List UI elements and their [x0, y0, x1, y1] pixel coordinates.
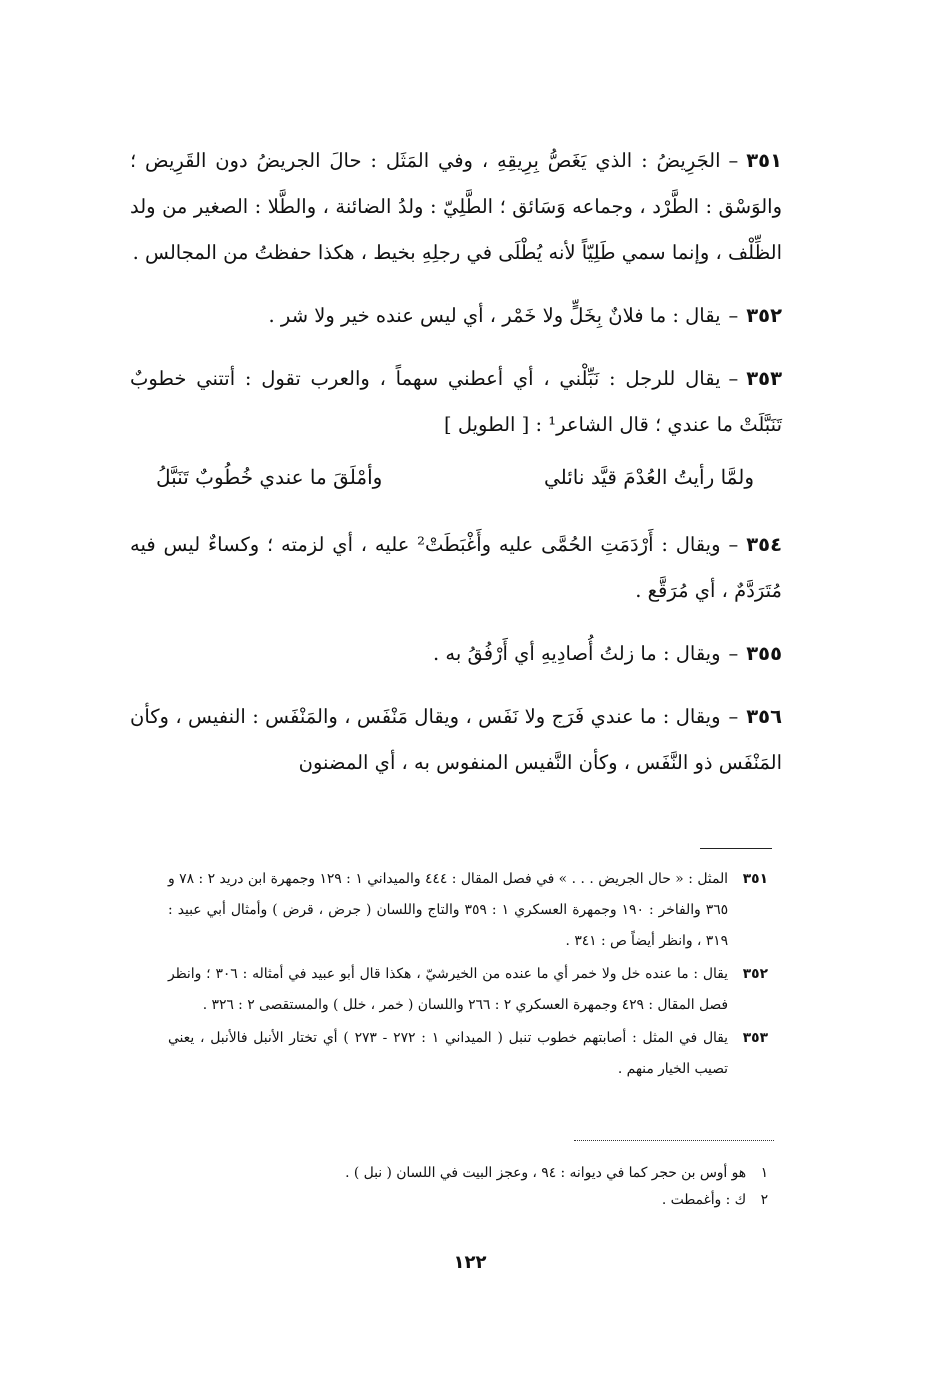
note-number: ٣٥٣	[742, 1030, 768, 1046]
footnote-number: ٢	[760, 1192, 768, 1208]
entry-number: ٣٥٢	[746, 304, 782, 327]
entry-text: يقال : ما فلانٌ بِخَلٍّ ولا خَمْر ، أي ليس عنده خير ولا شر .	[268, 304, 721, 327]
entry-text: ويقال : ما عندي فَرَج ولا نَفَس ، ويقال مَنْفَس ، والمَنْفَس : النفيس ، وكأن المَنْفَس ذو النَّفَس ، وكأن النَّفيس المنفوس به ، أي المضنون	[130, 705, 782, 774]
poetry-verse	[130, 454, 782, 500]
notes-divider	[700, 848, 772, 849]
entry-text: الجَرِيضُ : الذي يَغَصُّ بِرِيقِهِ ، وفي المَثَل : حالَ الجريضُ دون القَرِيض ؛ والوَسْق : الطَّرْد ، وجماعه وَسَائق ؛ الطَّلِيّ : ولدُ الضائنة ، والطَّلا : الصغير من ولد الظِّلْف ، وإنما سمي طَلِيّاً لأنه يُطْلَى في رجلِهِ بخيط ، هكذا حفظتُ من المجالس .	[130, 149, 782, 264]
entry-text: ويقال : أَرْدَمَتِ الحُمَّى عليه وأَغْبَطَتْ² عليه ، أي لزمته ؛ وكساءٌ ليس فيه مُتَرَدَّمٌ ، أي مُرَقَّع .	[130, 533, 782, 602]
footnote-text: ك : وأغمطت .	[661, 1192, 746, 1208]
entry-number: ٣٥١	[746, 149, 782, 172]
entry-356: ٣٥٦–ويقال : ما عندي فَرَج ولا نَفَس ، ويقال مَنْفَس ، والمَنْفَس : النفيس ، وكأن المَنْفَس ذو النَّفَس ، وكأن النَّفيس المنفوس به ، أي المضنون	[130, 705, 782, 774]
footnote-2	[168, 1187, 768, 1214]
footnote-number: ١	[760, 1165, 768, 1181]
verse-second-hemistich: وأمْلَقَ ما عندي خُطُوبٌ تَنَبَّلُ	[156, 465, 383, 489]
note-353	[168, 1023, 768, 1085]
footnote-text: هو أوس بن حجر كما في ديوانه : ٩٤ ، وعجز البيت في اللسان ( نبل ) .	[345, 1165, 746, 1181]
note-text: يقال : ما عنده خل ولا خمر أي ما عنده من الخيرشيّ ، هكذا قال أبو عبيد في أمثاله : ٣٠٦ ؛ وانظر فصل المقال : ٤٢٩ وجمهرة العسكري ٢ : ٢٦٦ واللسان ( خمر ، خلل ) والمستقصى ٢ : ٣٢٦ .	[168, 966, 728, 1013]
footnotes-divider	[574, 1140, 774, 1141]
entry-number: ٣٥٥	[746, 642, 782, 665]
commentary-notes	[168, 864, 768, 1087]
note-number: ٣٥٢	[742, 966, 768, 982]
entry-355: ٣٥٥–ويقال : ما زلتُ أُصادِيهِ أي أَرْفُقُ به .	[433, 642, 782, 665]
entry-351: ٣٥١–الجَرِيضُ : الذي يَغَصُّ بِرِيقِهِ ، وفي المَثَل : حالَ الجريضُ دون القَرِيض ؛ والوَسْق : الطَّرْد ، وجماعه وَسَائق ؛ الطَّلِيّ : ولدُ الضائنة ، والطَّلا : الصغير من ولد الظِّلْف ، وإنما سمي طَلِيّاً لأنه يُطْلَى في رجلِهِ بخيط ، هكذا حفظتُ من المجالس .	[130, 149, 782, 264]
note-number: ٣٥١	[742, 871, 768, 887]
entry-number: ٣٥٤	[746, 533, 782, 556]
entry-number: ٣٥٣	[746, 367, 782, 390]
note-text: يقال في المثل : أصابتهم خطوب تنبل ( الميداني ١ : ٢٧٢ - ٢٧٣ ) أي تختار الأنبل فالأنبل ، يعني تصيب الخيار منهم .	[168, 1030, 729, 1077]
entry-353: ٣٥٣–يقال للرجل : نَبِّلْني ، أي أعطني سهماً ، والعرب تقول : أتتني خطوبٌ تَنَبَّلَتْ ما عندي ؛ قال الشاعر¹ : [ الطويل ]	[130, 367, 782, 436]
main-text	[130, 138, 782, 786]
note-text: المثل : « حال الجريض . . . » في فصل المقال : ٤٤٤ والميداني ١ : ١٢٩ وجمهرة ابن دريد ٢ : ٧٨ و ٣٦٥ والفاخر : ١٩٠ وجمهرة العسكري ١ : ٣٥٩ والتاج واللسان ( جرض ، قرض ) وأمثال أبي عبيد : ٣١٩ ، وانظر أيضاً ص : ٣٤١ .	[168, 871, 729, 949]
entry-354: ٣٥٤–ويقال : أَرْدَمَتِ الحُمَّى عليه وأَغْبَطَتْ² عليه ، أي لزمته ؛ وكساءٌ ليس فيه مُتَرَدَّمٌ ، أي مُرَقَّع .	[130, 533, 782, 602]
note-352	[168, 959, 768, 1021]
entry-text: ويقال : ما زلتُ أُصادِيهِ أي أَرْفُقُ به .	[433, 642, 721, 665]
verse-first-hemistich: ولمَّا رأيتُ العُدْمَ قيَّد نائلي	[543, 465, 754, 489]
footnotes	[168, 1160, 768, 1214]
entry-352: ٣٥٢–يقال : ما فلانٌ بِخَلٍّ ولا خَمْر ، أي ليس عنده خير ولا شر .	[268, 304, 782, 327]
entry-text: يقال للرجل : نَبِّلْني ، أي أعطني سهماً ، والعرب تقول : أتتني خطوبٌ تَنَبَّلَتْ ما عندي ؛ قال الشاعر¹ : [ الطويل ]	[130, 367, 782, 436]
entry-number: ٣٥٦	[746, 705, 782, 728]
footnote-1	[168, 1160, 768, 1187]
note-351	[168, 864, 768, 957]
page-number: ١٢٢	[453, 1252, 487, 1273]
